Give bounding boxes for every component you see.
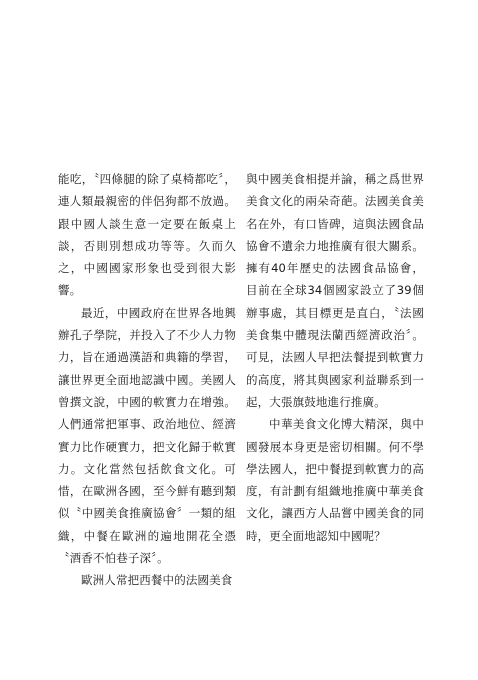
paragraph: 能吃，〝四條腿的除了桌椅都吃〞，連人類最親密的伴侶狗都不放過。跟中國人談生意一定要在飯桌上談，否則別想成功等等。久而久之，中國國家形象也受到很大影響。 [58,172,236,298]
paragraph: 最近，中國政府在世界各地興辦孔子學院，并投入了不少人力物力，旨在通過漢語和典籍的學習，讓世界更全面地認識中國。美國人曾撰文說，中國的軟實力在增強。人們通常把軍事、政治地位、經濟實力比作硬實力，把文化歸于軟實力。文化當然包括飲食文化。可惜，在歐洲各國，至今鮮有聽到類似〝中國美食推廣協會〞一類的組織，中餐在歐洲的遍地開花全憑〝酒香不怕巷子深〞。 [58,305,236,566]
right-text-column [246,168,424,547]
paragraph: 與中國美食相提并論，稱之爲世界美食文化的兩朵奇葩。法國美食美名在外，有口皆碑，這與法國食品協會不遺余力地推廣有很大關系。擁有40年歷史的法國食品協會，目前在全球34個國家設立了39個辦事處，其目標更是直白，〝法國美食集中體現法蘭西經濟政治〞。可見，法國人早把法餐提到軟實力的高度，將其與國家利益聯系到一起，大張旗鼓地進行推廣。 [246,172,424,409]
paragraph: 中華美食文化博大精深，與中國發展本身更是密切相關。何不學學法國人，把中餐提到軟實力的高度，有計劃有組織地推廣中華美食文化，讓西方人品嘗中國美食的同時，更全面地認知中國呢？ [246,417,424,543]
left-text-column [58,168,236,592]
paragraph: 歐洲人常把西餐中的法國美食 [81,573,233,588]
